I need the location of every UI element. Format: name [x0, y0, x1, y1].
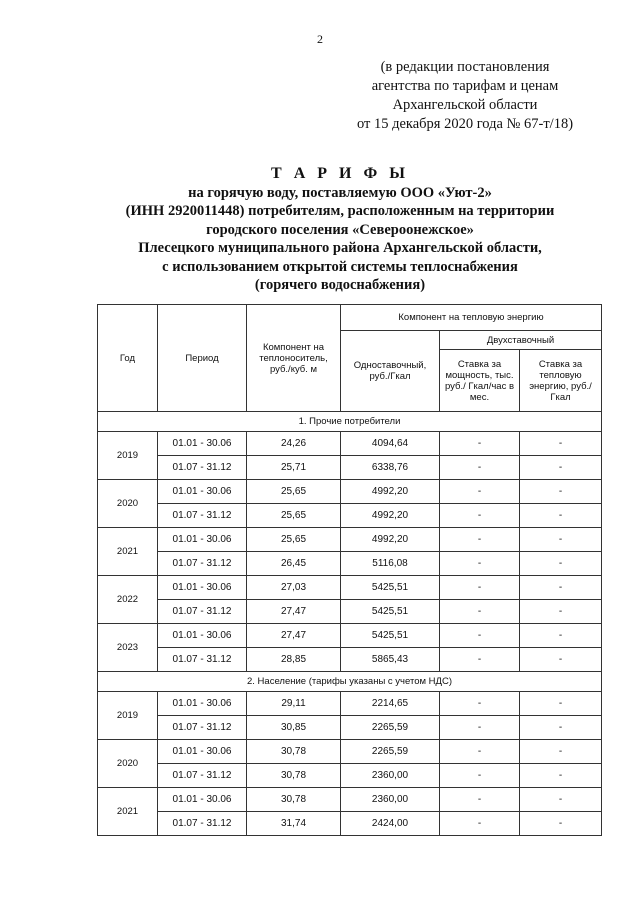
capacity-rate-cell: -	[440, 740, 520, 764]
carrier-cell: 30,78	[247, 788, 341, 812]
energy-rate-cell: -	[520, 576, 602, 600]
carrier-cell: 24,26	[247, 432, 341, 456]
period-cell: 01.07 - 31.12	[158, 764, 247, 788]
single-rate-cell: 4992,20	[341, 480, 440, 504]
single-rate-cell: 2265,59	[341, 716, 440, 740]
table-row	[98, 432, 602, 456]
section-title: 2. Население (тарифы указаны с учетом НДС)	[98, 672, 602, 692]
capacity-rate-cell: -	[440, 648, 520, 672]
capacity-rate-cell: -	[440, 788, 520, 812]
carrier-cell: 26,45	[247, 552, 341, 576]
capacity-rate-cell: -	[440, 764, 520, 788]
table-row	[98, 788, 602, 812]
table-row	[98, 624, 602, 648]
period-cell: 01.01 - 30.06	[158, 480, 247, 504]
capacity-rate-cell: -	[440, 600, 520, 624]
table-body	[98, 412, 602, 836]
header-energy-component: Компонент на тепловую энергию	[341, 305, 602, 331]
period-cell: 01.07 - 31.12	[158, 648, 247, 672]
single-rate-cell: 5865,43	[341, 648, 440, 672]
heading-line: (горячего водоснабжения)	[254, 277, 426, 293]
table-row	[98, 648, 602, 672]
capacity-rate-cell: -	[440, 480, 520, 504]
period-cell: 01.01 - 30.06	[158, 432, 247, 456]
period-cell: 01.01 - 30.06	[158, 788, 247, 812]
energy-rate-cell: -	[520, 648, 602, 672]
header-year: Год	[98, 305, 158, 412]
single-rate-cell: 2424,00	[341, 812, 440, 836]
single-rate-cell: 2360,00	[341, 788, 440, 812]
single-rate-cell: 6338,76	[341, 456, 440, 480]
single-rate-cell: 5116,08	[341, 552, 440, 576]
carrier-cell: 25,65	[247, 480, 341, 504]
table-row	[98, 480, 602, 504]
capacity-rate-cell: -	[440, 552, 520, 576]
single-rate-cell: 2214,65	[341, 692, 440, 716]
energy-rate-cell: -	[520, 600, 602, 624]
period-cell: 01.01 - 30.06	[158, 624, 247, 648]
table-row	[98, 456, 602, 480]
period-cell: 01.01 - 30.06	[158, 740, 247, 764]
year-cell: 2019	[98, 692, 158, 740]
year-cell: 2021	[98, 788, 158, 836]
energy-rate-cell: -	[520, 456, 602, 480]
header-capacity-rate: Ставка за мощность, тыс. руб./ Гкал/час в мес.	[440, 350, 520, 412]
table-row	[98, 692, 602, 716]
table-row	[98, 812, 602, 836]
table-header	[98, 305, 602, 412]
header-period: Период	[158, 305, 247, 412]
capacity-rate-cell: -	[440, 456, 520, 480]
table-row	[98, 716, 602, 740]
section-title: 1. Прочие потребители	[98, 412, 602, 432]
document-heading	[60, 165, 620, 295]
single-rate-cell: 5425,51	[341, 624, 440, 648]
carrier-cell: 30,78	[247, 740, 341, 764]
period-cell: 01.07 - 31.12	[158, 716, 247, 740]
carrier-cell: 27,03	[247, 576, 341, 600]
capacity-rate-cell: -	[440, 624, 520, 648]
capacity-rate-cell: -	[440, 812, 520, 836]
energy-rate-cell: -	[520, 504, 602, 528]
energy-rate-cell: -	[520, 624, 602, 648]
capacity-rate-cell: -	[440, 716, 520, 740]
period-cell: 01.07 - 31.12	[158, 812, 247, 836]
energy-rate-cell: -	[520, 528, 602, 552]
year-cell: 2021	[98, 528, 158, 576]
energy-rate-cell: -	[520, 740, 602, 764]
heading-line: Плесецкого муниципального района Архангельской области,	[138, 240, 542, 256]
note-line: Архангельской области	[392, 97, 538, 113]
energy-rate-cell: -	[520, 716, 602, 740]
table-row	[98, 552, 602, 576]
period-cell: 01.07 - 31.12	[158, 600, 247, 624]
header-energy-rate: Ставка за тепловую энергию, руб./Гкал	[520, 350, 602, 412]
carrier-cell: 30,78	[247, 764, 341, 788]
year-cell: 2020	[98, 740, 158, 788]
capacity-rate-cell: -	[440, 528, 520, 552]
page-number: 2	[317, 32, 323, 46]
period-cell: 01.07 - 31.12	[158, 504, 247, 528]
note-line: (в редакции постановления	[380, 59, 550, 75]
heading-line: городского поселения «Североонежское»	[206, 221, 474, 238]
energy-rate-cell: -	[520, 788, 602, 812]
energy-rate-cell: -	[520, 552, 602, 576]
table-row	[98, 504, 602, 528]
revision-note	[330, 58, 600, 134]
carrier-cell: 25,71	[247, 456, 341, 480]
section-row	[98, 672, 602, 692]
note-line: от 15 декабря 2020 года № 67-т/18)	[356, 116, 574, 132]
single-rate-cell: 5425,51	[341, 600, 440, 624]
carrier-cell: 25,65	[247, 528, 341, 552]
energy-rate-cell: -	[520, 812, 602, 836]
header-carrier: Компонент на теплоноситель, руб./куб. м	[247, 305, 341, 412]
section-row	[98, 412, 602, 432]
table-row	[98, 600, 602, 624]
heading-line: на горячую воду, поставляемую ООО «Уют-2»	[188, 184, 492, 201]
note-line: агентства по тарифам и ценам	[371, 78, 559, 94]
header-single-rate: Одноставочный, руб./Гкал	[341, 331, 440, 412]
header-two-rate: Двухставочный	[440, 331, 602, 350]
carrier-cell: 25,65	[247, 504, 341, 528]
heading-line: (ИНН 2920011448) потребителям, расположенным на территории	[125, 203, 555, 219]
period-cell: 01.01 - 30.06	[158, 692, 247, 716]
capacity-rate-cell: -	[440, 432, 520, 456]
period-cell: 01.01 - 30.06	[158, 528, 247, 552]
heading-line: с использованием открытой системы теплоснабжения	[162, 258, 518, 275]
energy-rate-cell: -	[520, 764, 602, 788]
heading-title: Т А Р И Ф Ы	[271, 165, 409, 182]
carrier-cell: 31,74	[247, 812, 341, 836]
single-rate-cell: 4992,20	[341, 528, 440, 552]
capacity-rate-cell: -	[440, 504, 520, 528]
single-rate-cell: 4094,64	[341, 432, 440, 456]
period-cell: 01.01 - 30.06	[158, 576, 247, 600]
single-rate-cell: 4992,20	[341, 504, 440, 528]
single-rate-cell: 2360,00	[341, 764, 440, 788]
carrier-cell: 27,47	[247, 600, 341, 624]
table-row	[98, 740, 602, 764]
year-cell: 2022	[98, 576, 158, 624]
period-cell: 01.07 - 31.12	[158, 552, 247, 576]
year-cell: 2019	[98, 432, 158, 480]
tariff-table	[97, 304, 602, 836]
year-cell: 2020	[98, 480, 158, 528]
table-row	[98, 764, 602, 788]
energy-rate-cell: -	[520, 432, 602, 456]
energy-rate-cell: -	[520, 480, 602, 504]
carrier-cell: 29,11	[247, 692, 341, 716]
year-cell: 2023	[98, 624, 158, 672]
carrier-cell: 28,85	[247, 648, 341, 672]
table-row	[98, 528, 602, 552]
single-rate-cell: 2265,59	[341, 740, 440, 764]
period-cell: 01.07 - 31.12	[158, 456, 247, 480]
table-row	[98, 576, 602, 600]
capacity-rate-cell: -	[440, 576, 520, 600]
energy-rate-cell: -	[520, 692, 602, 716]
capacity-rate-cell: -	[440, 692, 520, 716]
single-rate-cell: 5425,51	[341, 576, 440, 600]
carrier-cell: 30,85	[247, 716, 341, 740]
carrier-cell: 27,47	[247, 624, 341, 648]
